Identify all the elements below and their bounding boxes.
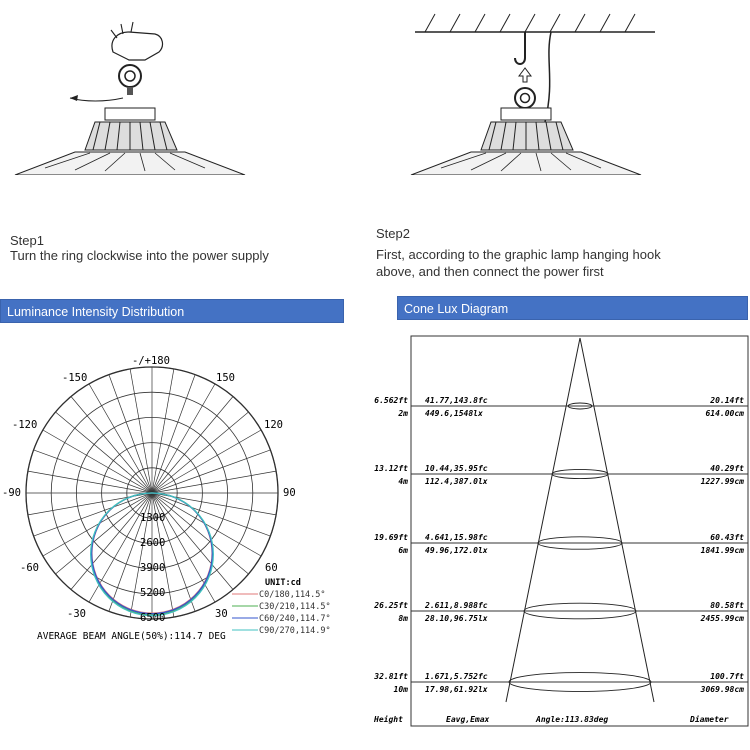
footer-angle: Angle:113.83deg bbox=[536, 715, 609, 724]
row-diameter-cm: 1841.99cm bbox=[700, 546, 744, 555]
row-diameter-cm: 614.00cm bbox=[705, 409, 744, 418]
step2-text-line1: First, according to the graphic lamp hanging hook bbox=[376, 247, 661, 262]
angle-label-30: 30 bbox=[215, 608, 228, 620]
luminance-header: Luminance Intensity Distribution bbox=[0, 299, 344, 323]
step2-illustration bbox=[405, 10, 655, 175]
row-diameter-cm: 2455.99cm bbox=[700, 614, 744, 623]
radial-label-5: 6500 bbox=[140, 612, 166, 624]
angle-label-120: 120 bbox=[264, 419, 283, 431]
radial-label-1: 1300 bbox=[140, 512, 166, 524]
step1-text: Turn the ring clockwise into the power supply bbox=[10, 248, 269, 263]
row-lx: 449.6,1548lx bbox=[425, 409, 483, 418]
row-height-ft: 26.25ft bbox=[374, 601, 408, 610]
row-height-m: 10m bbox=[393, 685, 408, 694]
row-height-m: 6m bbox=[398, 546, 408, 555]
legend-label-c60: C60/240,114.7° bbox=[259, 614, 331, 624]
step1-illustration bbox=[5, 10, 255, 175]
row-diameter-cm: 1227.99cm bbox=[700, 477, 744, 486]
step1-title: Step1 bbox=[10, 233, 44, 248]
radial-label-2: 2600 bbox=[140, 537, 166, 549]
row-height-ft: 19.69ft bbox=[374, 533, 408, 542]
angle-label-neg30: -30 bbox=[67, 608, 86, 620]
row-fc: 41.77,143.8fc bbox=[425, 396, 488, 405]
legend-label-c30: C30/210,114.5° bbox=[259, 602, 331, 612]
legend-label-c0: C0/180,114.5° bbox=[259, 590, 326, 600]
row-diameter-cm: 3069.98cm bbox=[700, 685, 744, 694]
cone-header: Cone Lux Diagram bbox=[397, 296, 748, 320]
row-lx: 112.4,387.0lx bbox=[425, 477, 488, 486]
row-diameter-ft: 20.14ft bbox=[710, 396, 744, 405]
row-height-ft: 32.81ft bbox=[374, 672, 408, 681]
footer-height: Height bbox=[374, 715, 403, 724]
cone-frame bbox=[411, 336, 748, 726]
row-diameter-ft: 40.29ft bbox=[710, 464, 744, 473]
unit-label: UNIT:cd bbox=[265, 578, 301, 588]
angle-label-90: 90 bbox=[283, 487, 296, 499]
radial-label-3: 3900 bbox=[140, 562, 166, 574]
row-height-m: 4m bbox=[398, 477, 408, 486]
beam-angle: AVERAGE BEAM ANGLE(50%):114.7 DEG bbox=[37, 631, 226, 642]
row-fc: 10.44,35.95fc bbox=[425, 464, 488, 473]
polar-distribution-chart bbox=[0, 345, 345, 645]
step2-title: Step2 bbox=[376, 226, 410, 241]
row-fc: 1.671,5.752fc bbox=[425, 672, 488, 681]
radial-label-4: 5200 bbox=[140, 587, 166, 599]
angle-label-neg60: -60 bbox=[20, 562, 39, 574]
angle-label-neg90: -90 bbox=[2, 487, 21, 499]
footer-eavg: Eavg,Emax bbox=[446, 715, 490, 724]
row-height-m: 8m bbox=[398, 614, 408, 623]
row-lx: 28.10,96.75lx bbox=[425, 614, 488, 623]
row-lx: 17.98,61.92lx bbox=[425, 685, 488, 694]
row-diameter-ft: 60.43ft bbox=[710, 533, 744, 542]
step2-text-line2: above, and then connect the power first bbox=[376, 264, 604, 279]
row-height-m: 2m bbox=[398, 409, 408, 418]
angle-label-60: 60 bbox=[265, 562, 278, 574]
row-lx: 49.96,172.0lx bbox=[425, 546, 488, 555]
angle-label-neg120: -120 bbox=[12, 419, 38, 431]
row-diameter-ft: 100.7ft bbox=[710, 672, 744, 681]
angle-label-180: -/+180 bbox=[132, 355, 170, 367]
row-fc: 4.641,15.98fc bbox=[425, 533, 488, 542]
row-fc: 2.611,8.988fc bbox=[425, 601, 488, 610]
legend-label-c90: C90/270,114.9° bbox=[259, 626, 331, 636]
footer-diameter: Diameter bbox=[690, 715, 729, 724]
cone-lux-diagram bbox=[360, 330, 750, 750]
angle-label-neg150: -150 bbox=[62, 372, 88, 384]
row-height-ft: 6.562ft bbox=[374, 396, 408, 405]
row-height-ft: 13.12ft bbox=[374, 464, 408, 473]
row-diameter-ft: 80.58ft bbox=[710, 601, 744, 610]
angle-label-150: 150 bbox=[216, 372, 235, 384]
legend bbox=[232, 590, 331, 636]
